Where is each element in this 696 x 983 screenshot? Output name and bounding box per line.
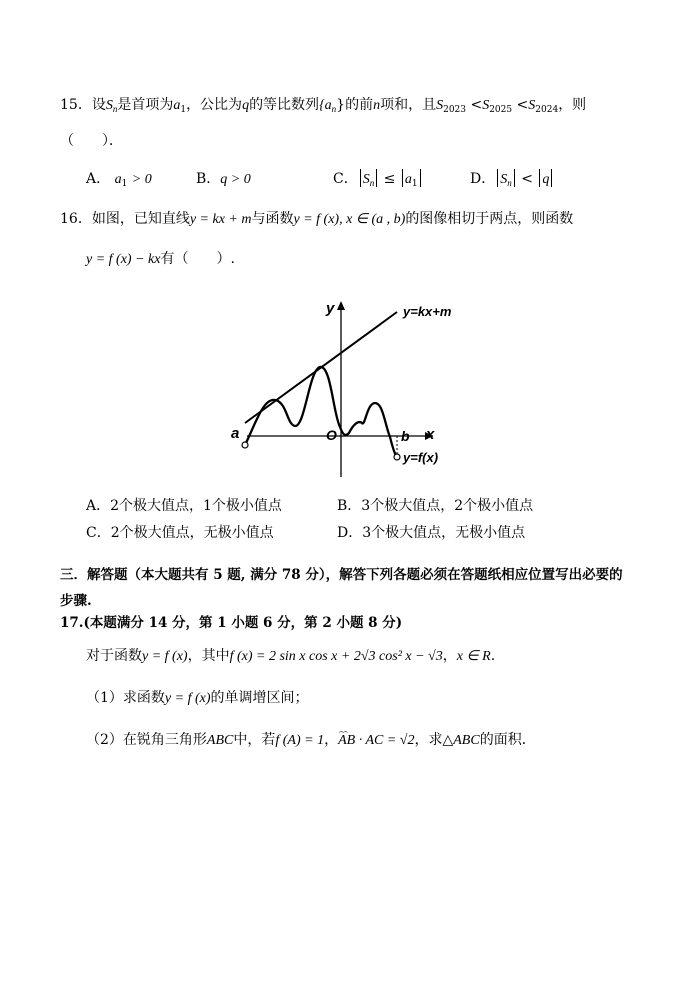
q15-option-d-label: D． bbox=[470, 171, 496, 187]
q15-an-close: } bbox=[336, 97, 346, 113]
q17-intro1: 对于函数 bbox=[86, 648, 142, 664]
q17-abc: ABC bbox=[206, 733, 234, 748]
q17-part1-rest: 的单调增区间； bbox=[210, 690, 309, 706]
q17-abc2: ABC bbox=[453, 733, 480, 748]
function-curve bbox=[245, 367, 397, 457]
q17-header: 17.(本题满分 14 分，第 1 小题 6 分，第 2 小题 8 分) bbox=[60, 615, 403, 631]
q15-option-c-sub: n bbox=[369, 178, 375, 188]
q15-option-a-var: a bbox=[114, 172, 122, 187]
label-o: O bbox=[326, 427, 337, 443]
q15-option-d-sub: n bbox=[507, 178, 512, 188]
q15-option-a-rest: > 0 bbox=[131, 172, 152, 187]
q17-intro bbox=[86, 647, 495, 666]
q15-an-sub: n bbox=[331, 104, 337, 114]
q15-option-c-label: C． bbox=[333, 171, 358, 187]
q15-text1: 是首项为 bbox=[117, 97, 174, 113]
q17-intro3: ， bbox=[442, 648, 457, 664]
q15-S-sub: n bbox=[112, 104, 118, 114]
label-f: y=f(x) bbox=[403, 450, 439, 465]
q16-number: 16．如图，已知直线 bbox=[60, 211, 190, 227]
q16-stem bbox=[60, 210, 573, 229]
q17-fx: y = f (x) bbox=[142, 649, 188, 664]
label-line: y=kx+m bbox=[403, 304, 452, 319]
q15-option-a-sub: 1 bbox=[121, 179, 128, 189]
abs-bar bbox=[402, 169, 403, 187]
q15-option-b-rest: q > 0 bbox=[220, 172, 251, 187]
q15-stem bbox=[60, 96, 586, 119]
q15-sub-2024: 2024 bbox=[535, 105, 559, 115]
abs-bar bbox=[420, 169, 421, 187]
q15-option-c-a-sub: 1 bbox=[411, 179, 418, 189]
q17-part1-fx: y = f (x) bbox=[164, 691, 211, 706]
q17-part2-label: （2）在锐角三角形 bbox=[86, 732, 207, 748]
q17-part1-label: （1）求函数 bbox=[86, 690, 165, 706]
q16-text1: 与函数 bbox=[251, 211, 294, 227]
q15-text5: 项和，且 bbox=[380, 97, 437, 113]
q17-vector-dot: ⌢⌢ AB · AC = √2 bbox=[338, 732, 414, 750]
q15-option-c-a: a bbox=[404, 172, 412, 187]
q15-text6: ，则 bbox=[558, 97, 587, 113]
q15-option-b-label: B． bbox=[196, 171, 221, 187]
q15-option-c-S: S bbox=[362, 172, 370, 187]
q16-text2: 的图像相切于两点，则函数 bbox=[405, 211, 574, 227]
q15-option-d-S: S bbox=[500, 172, 508, 187]
q17-part2-mid: 中，若 bbox=[233, 732, 276, 748]
endpoint-a bbox=[242, 442, 248, 448]
q15-option-b bbox=[196, 168, 251, 188]
q15-n: n bbox=[373, 98, 381, 113]
q16-stem2 bbox=[86, 250, 235, 269]
q15-S: S bbox=[105, 98, 113, 113]
q17-domain: x ∈ R bbox=[456, 649, 491, 664]
q15-option-a bbox=[86, 168, 152, 189]
q15-a1: a bbox=[173, 98, 181, 113]
q15-S2025: S bbox=[482, 98, 490, 113]
q15-sub-2025: 2025 bbox=[489, 105, 513, 115]
q17-end: . bbox=[490, 648, 496, 664]
label-a: a bbox=[231, 425, 240, 442]
q17-fa: f (A) = 1 bbox=[275, 733, 325, 748]
q15-lt1: < bbox=[470, 97, 483, 113]
abs-bar bbox=[539, 169, 540, 187]
q17-part2-rest: ，求△ bbox=[414, 732, 454, 748]
q15-a1-sub: 1 bbox=[180, 105, 187, 115]
q16-text3: 有（ ）. bbox=[160, 251, 235, 267]
q15-an: {a bbox=[319, 98, 332, 113]
q15-text4: 的前 bbox=[345, 97, 374, 113]
q15-lt2: < bbox=[516, 97, 529, 113]
section3-line1: 三．解答题（本大题共有 5 题, 满分 78 分），解答下列各题必须在答题纸相应位置写出必要的 bbox=[60, 567, 623, 583]
q15-option-c-rel: ≤ bbox=[383, 171, 396, 187]
label-b: b bbox=[401, 428, 410, 444]
q17-intro2: ，其中 bbox=[187, 648, 230, 664]
q16-graph bbox=[225, 295, 485, 485]
q17-part1 bbox=[86, 689, 309, 708]
q15-S2024: S bbox=[528, 98, 536, 113]
q15-q: q bbox=[242, 98, 250, 113]
y-axis-arrow-icon bbox=[337, 301, 345, 310]
q15-text2: ，公比为 bbox=[186, 97, 243, 113]
abs-bar bbox=[376, 169, 377, 187]
label-x: x bbox=[426, 426, 435, 443]
label-y: y bbox=[326, 300, 335, 317]
q16-line-eq: y = kx + m bbox=[189, 212, 252, 227]
q15-option-a-label: A． bbox=[86, 171, 111, 187]
q15-number: 15．设 bbox=[60, 97, 106, 113]
abs-bar bbox=[514, 169, 515, 187]
q17-formula: f (x) = 2 sin x cos x + 2√3 cos² x − √3 bbox=[229, 649, 443, 664]
q15-blank: （ ）． bbox=[60, 133, 123, 149]
q17-part2 bbox=[86, 731, 536, 750]
abs-bar bbox=[497, 169, 498, 187]
endpoint-b bbox=[394, 454, 400, 460]
q15-option-d bbox=[470, 168, 554, 188]
q17-comma: ， bbox=[324, 732, 339, 748]
q15-S2023: S bbox=[436, 98, 444, 113]
abs-bar bbox=[360, 169, 361, 187]
q16-option-a: A．2个极大值点，1个极小值点 bbox=[86, 498, 282, 514]
section3-line2: 步骤. bbox=[60, 593, 92, 609]
q16-func2: y = f (x) − kx bbox=[86, 252, 161, 267]
q16-func: y = f (x), x ∈ (a , b) bbox=[293, 212, 406, 227]
q15-option-c bbox=[333, 168, 423, 189]
q16-option-b: B．3个极大值点，2个极小值点 bbox=[337, 498, 534, 514]
abs-bar bbox=[551, 169, 552, 187]
q15-option-d-rel: < bbox=[521, 171, 533, 187]
q16-option-d: D．3个极大值点，无极小值点 bbox=[337, 525, 526, 541]
q15-text3: 的等比数列 bbox=[249, 97, 320, 113]
q17-part2-end: 的面积． bbox=[479, 732, 536, 748]
q15-sub-2023: 2023 bbox=[443, 105, 466, 115]
q16-option-c: C．2个极大值点，无极小值点 bbox=[86, 525, 274, 541]
q15-option-d-q: q bbox=[542, 172, 550, 187]
